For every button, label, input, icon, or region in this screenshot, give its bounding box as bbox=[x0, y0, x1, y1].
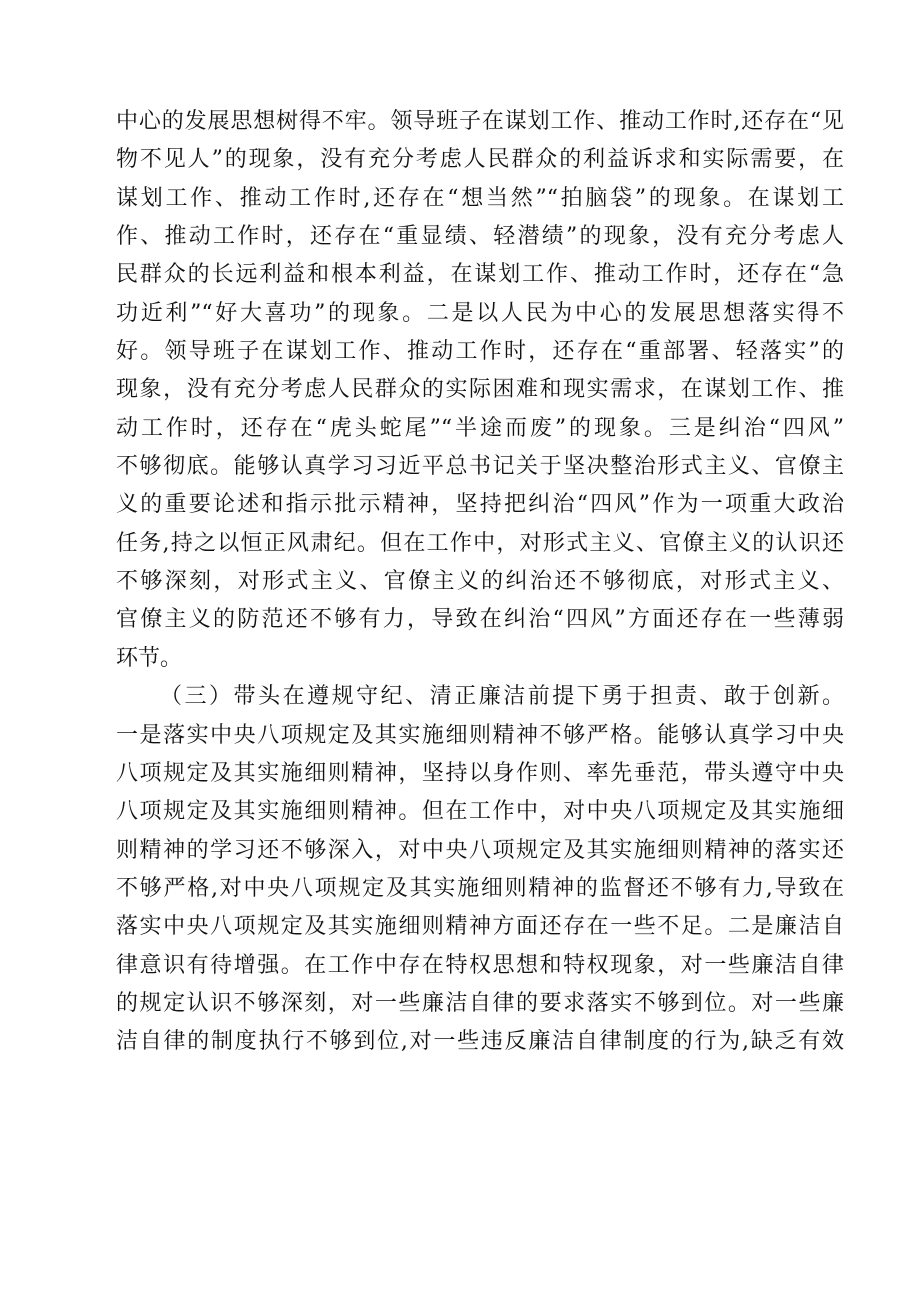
text-line: 律意识有待增强。在工作中存在特权思想和特权现象，对一些廉洁自律 bbox=[116, 952, 844, 978]
text-line: 现象，没有充分考虑人民群众的实际困难和现实需求，在谋划工作、推 bbox=[116, 377, 844, 403]
text-line: 不够彻底。能够认真学习习近平总书记关于坚决整治形式主义、官僚主 bbox=[116, 454, 844, 480]
text-line: 动工作时，还存在“虎头蛇尾”“半途而废”的现象。三是纠治“四风” bbox=[116, 415, 844, 441]
text-line: 谋划工作、推动工作时,还存在“想当然”“拍脑袋”的现象。在谋划工 bbox=[116, 185, 844, 211]
body-text bbox=[116, 103, 844, 1062]
text-line: 义的重要论述和指示批示精神，坚持把纠治“四风”作为一项重大政治 bbox=[116, 492, 844, 518]
text-line: 的规定认识不够深刻，对一些廉洁自律的要求落实不够到位。对一些廉 bbox=[116, 990, 844, 1016]
text-line: 则精神的学习还不够深入，对中央八项规定及其实施细则精神的落实还 bbox=[116, 837, 844, 863]
text-line: 作、推动工作时，还存在“重显绩、轻潜绩”的现象，没有充分考虑人 bbox=[116, 224, 844, 250]
text-line: 物不见人”的现象，没有充分考虑人民群众的利益诉求和实际需要，在 bbox=[116, 147, 844, 173]
text-line: 洁自律的制度执行不够到位,对一些违反廉洁自律制度的行为,缺乏有效 bbox=[116, 1029, 844, 1055]
text-line: 落实中央八项规定及其实施细则精神方面还存在一些不足。二是廉洁自 bbox=[116, 914, 844, 940]
section-heading: （三）带头在遵规守纪、清正廉洁前提下勇于担责、敢于创新。 bbox=[160, 684, 844, 710]
text-line: 任务,持之以恒正风肃纪。但在工作中，对形式主义、官僚主义的认识还 bbox=[116, 530, 844, 556]
text-line: 不够深刻，对形式主义、官僚主义的纠治还不够彻底，对形式主义、 bbox=[116, 569, 844, 595]
text-line: 官僚主义的防范还不够有力，导致在纠治“四风”方面还存在一些薄弱 bbox=[116, 607, 844, 633]
text-line: 中心的发展思想树得不牢。领导班子在谋划工作、推动工作时,还存在“见 bbox=[116, 109, 844, 134]
text-line: 民群众的长远利益和根本利益，在谋划工作、推动工作时，还存在“急 bbox=[116, 262, 844, 288]
text-line: 一是落实中央八项规定及其实施细则精神不够严格。能够认真学习中央 bbox=[116, 722, 844, 748]
text-line: 环节。 bbox=[116, 645, 183, 671]
text-line: 八项规定及其实施细则精神，坚持以身作则、率先垂范，带头遵守中央 bbox=[116, 760, 844, 786]
text-line: 功近利”“好大喜功”的现象。二是以人民为中心的发展思想落实得不 bbox=[116, 300, 844, 326]
text-line: 不够严格,对中央八项规定及其实施细则精神的监督还不够有力,导致在 bbox=[116, 875, 844, 901]
text-line: 八项规定及其实施细则精神。但在工作中，对中央八项规定及其实施细 bbox=[116, 799, 844, 825]
text-line: 好。领导班子在谋划工作、推动工作时，还存在“重部署、轻落实”的 bbox=[116, 339, 844, 365]
